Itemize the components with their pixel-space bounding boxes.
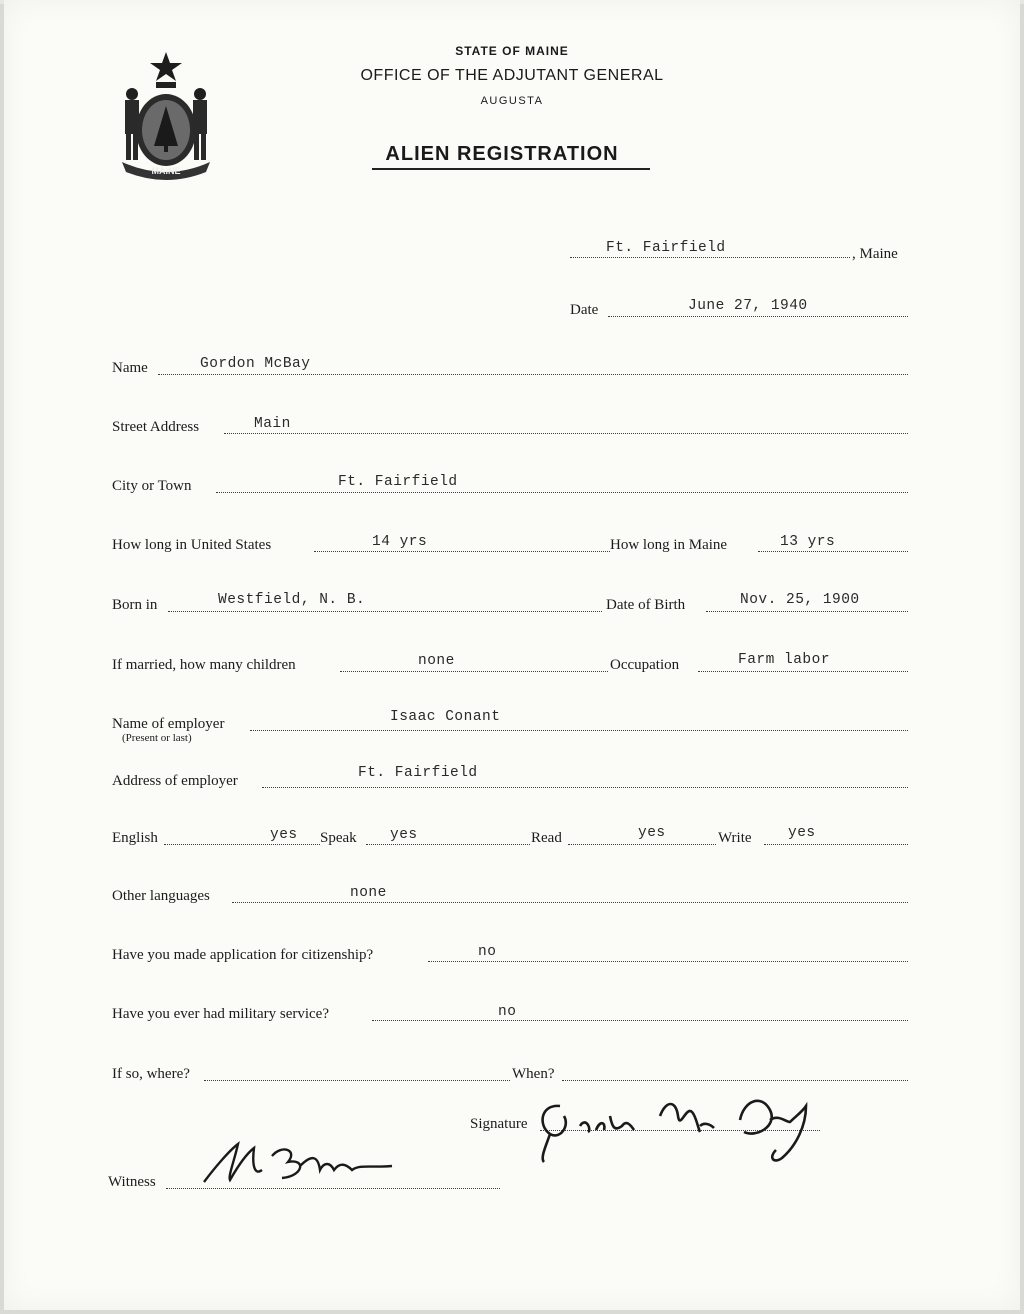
citizenship-line	[428, 961, 908, 962]
place-value: Ft. Fairfield	[606, 240, 726, 256]
place-suffix: , Maine	[852, 246, 898, 262]
title-underline	[372, 168, 650, 170]
form-title: ALIEN REGISTRATION	[385, 143, 619, 165]
city-heading: AUGUSTA	[480, 95, 544, 107]
signature-handwriting	[530, 1086, 830, 1166]
name-line	[158, 374, 908, 375]
citizenship-label: Have you made application for citizenship?	[112, 947, 374, 963]
english-label: English	[112, 830, 158, 846]
occupation-value: Farm labor	[738, 652, 831, 668]
read-line	[568, 844, 716, 845]
dob-label: Date of Birth	[606, 597, 686, 613]
english-line	[164, 844, 320, 845]
english-value: yes	[270, 827, 298, 843]
children-value: none	[418, 653, 455, 669]
date-label: Date	[570, 302, 599, 318]
write-line	[764, 844, 908, 845]
name-label: Name	[112, 360, 148, 376]
where-label: If so, where?	[112, 1066, 190, 1082]
born-in-label: Born in	[112, 597, 158, 613]
write-value: yes	[788, 825, 816, 841]
employer-address-line	[262, 787, 908, 788]
military-value: no	[498, 1004, 517, 1020]
office-heading: OFFICE OF THE ADJUTANT GENERAL	[360, 67, 664, 84]
employer-address-value: Ft. Fairfield	[358, 765, 478, 781]
street-label: Street Address	[112, 419, 200, 435]
maine-seal-icon	[110, 50, 222, 180]
when-line	[562, 1080, 908, 1081]
military-line	[372, 1020, 908, 1021]
occupation-label: Occupation	[610, 657, 680, 673]
us-years-label: How long in United States	[112, 537, 272, 553]
signature-label: Signature	[470, 1116, 528, 1132]
read-label: Read	[531, 830, 562, 846]
employer-line	[250, 730, 908, 731]
employer-value: Isaac Conant	[390, 709, 501, 725]
form-page	[4, 0, 1020, 1310]
city-line	[216, 492, 908, 493]
citizenship-value: no	[478, 944, 497, 960]
other-languages-line	[232, 902, 908, 903]
us-years-value: 14 yrs	[372, 534, 428, 550]
city-value: Ft. Fairfield	[338, 474, 458, 490]
employer-sublabel: (Present or last)	[122, 732, 192, 744]
write-label: Write	[718, 830, 752, 846]
other-languages-value: none	[350, 885, 387, 901]
svg-text:MAINE: MAINE	[151, 166, 181, 176]
witness-label: Witness	[108, 1174, 156, 1190]
street-line	[224, 433, 908, 434]
date-value: June 27, 1940	[688, 298, 808, 314]
dob-line	[706, 611, 908, 612]
speak-line	[366, 844, 530, 845]
employer-address-label: Address of employer	[112, 773, 238, 789]
speak-label: Speak	[320, 830, 357, 846]
place-line	[570, 257, 850, 258]
read-value: yes	[638, 825, 666, 841]
military-label: Have you ever had military service?	[112, 1006, 329, 1022]
witness-handwriting	[196, 1136, 416, 1196]
born-in-line	[168, 611, 602, 612]
children-line	[340, 671, 608, 672]
street-value: Main	[254, 416, 291, 432]
date-line	[608, 316, 908, 317]
born-in-value: Westfield, N. B.	[218, 592, 366, 608]
maine-years-line	[758, 551, 908, 552]
children-label: If married, how many children	[112, 657, 296, 673]
us-years-line	[314, 551, 610, 552]
maine-years-value: 13 yrs	[780, 534, 836, 550]
name-value: Gordon McBay	[200, 356, 311, 372]
speak-value: yes	[390, 827, 418, 843]
when-label: When?	[512, 1066, 555, 1082]
where-line	[204, 1080, 510, 1081]
maine-years-label: How long in Maine	[610, 537, 728, 553]
dob-value: Nov. 25, 1900	[740, 592, 860, 608]
occupation-line	[698, 671, 908, 672]
other-languages-label: Other languages	[112, 888, 210, 904]
state-heading: STATE OF MAINE	[455, 44, 569, 58]
city-label: City or Town	[112, 478, 192, 494]
employer-label: Name of employer	[112, 716, 225, 732]
